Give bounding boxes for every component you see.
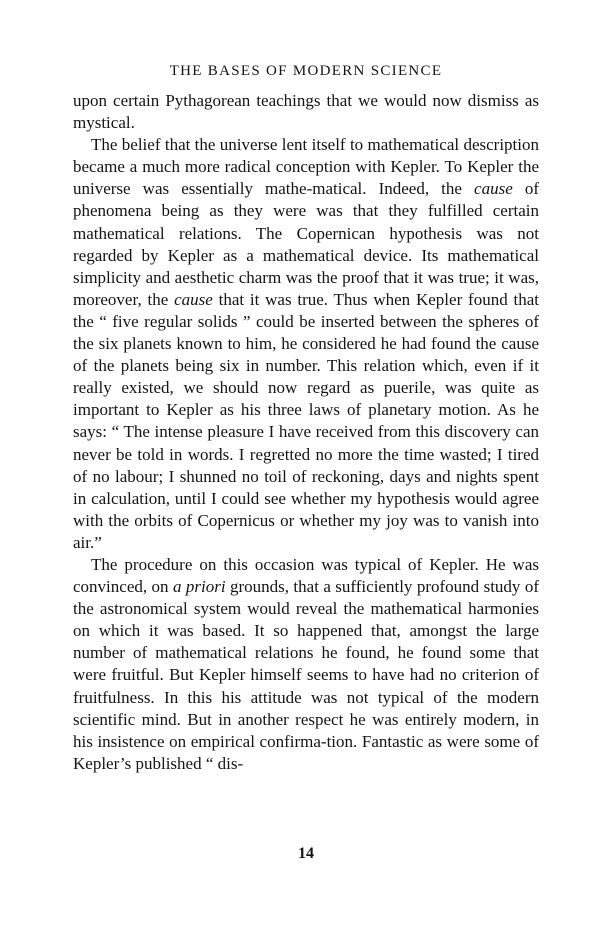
italic-cause-1: cause <box>474 179 513 199</box>
paragraph-3-text-1: The procedure on this occasion was typical of Kepler. He was convinced, on <box>73 554 539 597</box>
italic-cause-2: cause <box>174 289 213 309</box>
paragraph-1: upon certain Pythagorean teachings that we would now dismiss as mystical. <box>73 91 539 133</box>
book-page <box>73 60 539 862</box>
page-number: 14 <box>298 845 314 862</box>
italic-a-priori: a priori <box>172 577 226 597</box>
paragraph-2 <box>73 134 539 554</box>
paragraph-2-text-2: of phenomena being as they were was that they fulfilled certain mathematical relations. The Copernican hypothesis was not regarded by Kepler as a mathematical device. Its mathematical simplicity and aesthetic charm was the proof that it was true; it was, moreover, the <box>73 179 539 309</box>
paragraph-2-text-1: The belief that the universe lent itself to mathematical description became a much more radical conception with Kepler. To Kepler the universe was essentially mathe-matical. Indeed, the <box>73 135 539 199</box>
body-text <box>73 90 539 775</box>
paragraph-3 <box>73 554 539 775</box>
running-head: THE BASES OF MODERN SCIENCE <box>169 63 443 79</box>
paragraph-3-text-2: grounds, that a sufficiently profound study of the astronomical system would reveal the mathematical harmonies on which it was based. It so happened that, amongst the large number of mathematical relations he found, he found some that were fruitful. But Kepler himself seems to have had no criterion of fruitfulness. In this his attitude was not typical of the modern scientific mind. But in another respect he was entirely modern, in his insistence on empirical confirma-tion. Fantastic as were some of Kepler’s published “ dis- <box>73 577 539 773</box>
paragraph-2-text-3: that it was true. Thus when Kepler found that the “ five regular solids ” could be inserted between the spheres of the six planets known to him, he considered he had found the cause of the planets being six in number. This relation which, even if it really existed, we should now regard as puerile, was quite as important to Kepler as his three laws of planetary motion. As he says: “ The intense pleasure I have received from this discovery can never be told in words. I regretted no more the time wasted; I tired of no labour; I shunned no toil of reckoning, days and nights spent in calculation, until I could see whether my hypothesis would agree with the orbits of Copernicus or whether my joy was to vanish into air.” <box>73 289 539 552</box>
